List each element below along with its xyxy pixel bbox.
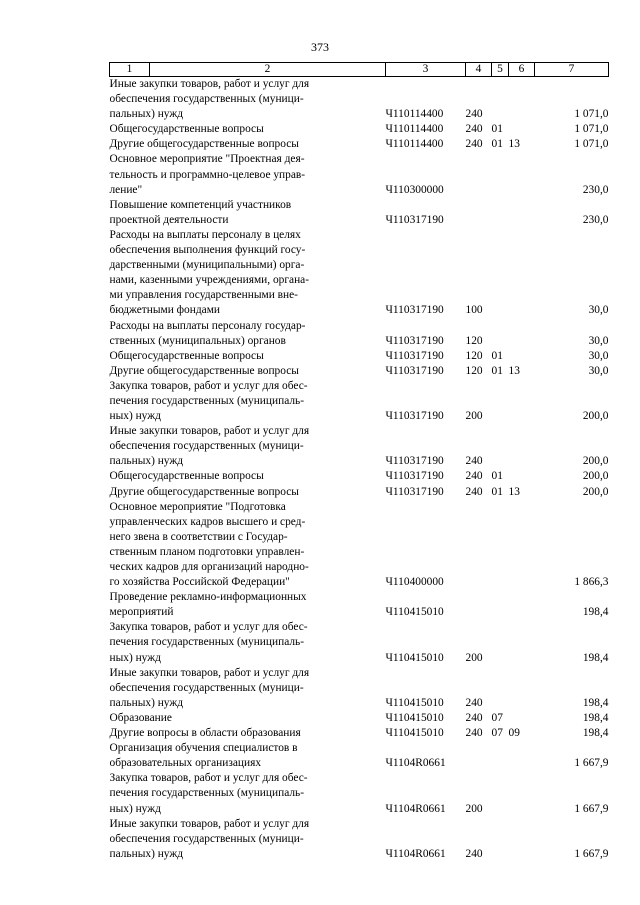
row-rz: 01 <box>491 349 503 362</box>
table-row <box>110 424 609 469</box>
row-vr: 240 <box>465 727 483 740</box>
table-row <box>110 817 609 862</box>
row-sum: 200,0 <box>582 410 609 423</box>
row-name-line: пальных) нужд <box>109 847 184 860</box>
row-name <box>110 152 386 197</box>
row-sum: 1 071,0 <box>574 123 609 136</box>
row-vr: 240 <box>465 485 483 498</box>
row-name-line: мероприятий <box>109 606 174 619</box>
row-sum: 1 667,9 <box>574 802 609 815</box>
table-row <box>110 319 609 349</box>
row-name <box>110 364 386 379</box>
row-name-line: ческих кадров для организаций народно- <box>109 561 309 573</box>
row-name-line: печения государственных (муниципаль- <box>109 787 305 800</box>
row-sum: 200,0 <box>582 470 609 483</box>
row-name-line: Общегосударственные вопросы <box>109 470 264 483</box>
row-name-line: Основное мероприятие "Подготовка <box>109 500 286 513</box>
row-pr <box>509 590 535 620</box>
row-pr: 13 <box>508 364 520 377</box>
table-row <box>110 500 609 591</box>
row-name-line: печения государственных (муниципаль- <box>109 394 305 407</box>
row-name <box>110 77 386 123</box>
table-row <box>110 77 609 123</box>
row-name-line: Повышение компетенций участников <box>109 198 292 211</box>
row-pr <box>509 379 535 424</box>
row-vr: 120 <box>465 334 483 347</box>
row-name-line: Иные закупки товаров, работ и услуг для <box>109 817 310 830</box>
row-sum: 1 071,0 <box>574 108 609 121</box>
row-sum: 198,4 <box>582 696 609 709</box>
row-vr: 240 <box>465 108 483 121</box>
row-name-line: Другие вопросы в области образования <box>109 727 301 740</box>
row-name-line: пальных) нужд <box>109 696 184 709</box>
row-name <box>110 469 386 484</box>
row-vr: 240 <box>465 455 483 468</box>
row-vr: 240 <box>465 711 483 724</box>
column-header: 7 <box>535 63 609 77</box>
row-vr: 200 <box>465 651 483 664</box>
row-name-line: него звена в соответствии с Государ- <box>109 530 288 543</box>
row-sum: 1 071,0 <box>574 138 609 151</box>
row-name <box>110 319 386 349</box>
page-number: 373 <box>311 40 329 54</box>
row-pr <box>509 228 535 319</box>
row-sum: 30,0 <box>588 304 609 317</box>
row-name <box>110 349 386 364</box>
row-rz <box>492 77 509 123</box>
row-name-line: управленческих кадров высшего и сред- <box>109 515 306 528</box>
row-rz: 01 <box>491 123 503 136</box>
row-sum: 198,4 <box>582 711 609 724</box>
row-name <box>110 817 386 862</box>
table-row <box>110 741 609 771</box>
row-name-line: Образование <box>109 711 172 724</box>
row-vr <box>466 741 492 771</box>
row-name-line: Другие общегосударственные вопросы <box>109 138 299 151</box>
column-header: 2 <box>150 63 386 77</box>
row-vr: 240 <box>465 123 483 136</box>
row-pr <box>509 666 535 711</box>
table-body <box>110 77 609 862</box>
table-row <box>110 469 609 484</box>
row-pr <box>509 711 535 726</box>
row-name-line: Проведение рекламно-информационных <box>109 591 307 604</box>
row-name <box>110 771 386 816</box>
row-rz: 01 <box>491 138 503 151</box>
row-vr <box>466 152 492 197</box>
row-name <box>110 198 386 228</box>
row-rz: 01 <box>491 470 503 483</box>
row-name-line: ми управления государственными вне- <box>109 289 298 302</box>
row-name-line: обеспечения государственных (муници- <box>109 832 304 845</box>
row-name-line: обеспечения выполнения функций госу- <box>109 244 306 257</box>
row-code: Ч1104R0661 <box>385 757 446 770</box>
row-code: Ч110415010 <box>385 606 444 619</box>
row-name-line: Общегосударственные вопросы <box>109 123 264 136</box>
row-code: Ч110300000 <box>385 183 444 196</box>
column-header: 6 <box>509 63 535 77</box>
row-code: Ч110317190 <box>385 470 444 483</box>
row-name-line: Другие общегосударственные вопросы <box>109 364 299 377</box>
row-name-line: образовательных организациях <box>109 757 262 770</box>
table-row <box>110 726 609 741</box>
row-name-line: Закупка товаров, работ и услуг для обес- <box>109 379 308 392</box>
row-name <box>110 726 386 741</box>
row-name-line: обеспечения государственных (муници- <box>109 93 304 106</box>
row-pr <box>509 424 535 469</box>
row-name-line: Другие общегосударственные вопросы <box>109 485 299 498</box>
budget-table <box>109 62 609 862</box>
row-name-line: проектной деятельности <box>109 213 229 226</box>
table-row <box>110 771 609 816</box>
row-name <box>110 741 386 771</box>
row-vr: 120 <box>465 364 483 377</box>
row-name-line: Основное мероприятие "Проектная дея- <box>109 153 305 166</box>
row-name-line: Расходы на выплаты персоналу государ- <box>109 319 306 332</box>
row-name-line: бюджетными фондами <box>109 304 221 317</box>
row-sum: 198,4 <box>582 727 609 740</box>
row-code: Ч110114400 <box>385 108 444 121</box>
table-row <box>110 228 609 319</box>
row-sum: 1 866,3 <box>574 576 609 589</box>
row-pr <box>509 817 535 862</box>
row-name <box>110 485 386 500</box>
row-code: Ч110317190 <box>385 304 444 317</box>
row-rz <box>492 152 509 197</box>
table-row <box>110 620 609 665</box>
row-pr <box>509 152 535 197</box>
row-pr <box>509 198 535 228</box>
row-name <box>110 424 386 469</box>
row-code: Ч110415010 <box>385 696 444 709</box>
row-pr <box>509 77 535 123</box>
table-row <box>110 666 609 711</box>
table-row <box>110 711 609 726</box>
row-name-line: го хозяйства Российской Федерации" <box>109 576 290 589</box>
row-code: Ч110317190 <box>385 455 444 468</box>
row-pr <box>509 122 535 137</box>
row-sum: 1 667,9 <box>574 757 609 770</box>
row-vr: 240 <box>465 696 483 709</box>
table-row <box>110 364 609 379</box>
row-name-line: Иные закупки товаров, работ и услуг для <box>109 666 310 679</box>
row-name-line: обеспечения государственных (муници- <box>109 440 304 453</box>
row-sum: 30,0 <box>588 334 609 347</box>
row-pr <box>509 319 535 349</box>
row-name-line: Иные закупки товаров, работ и услуг для <box>109 78 310 90</box>
row-code: Ч1104R0661 <box>385 802 446 815</box>
row-name-line: Общегосударственные вопросы <box>109 349 264 362</box>
column-header: 5 <box>492 63 509 77</box>
row-sum: 30,0 <box>588 349 609 362</box>
row-code: Ч1104R0661 <box>385 847 446 860</box>
row-code: Ч110317190 <box>385 334 444 347</box>
row-name <box>110 500 386 591</box>
table-row <box>110 122 609 137</box>
row-name-line: Иные закупки товаров, работ и услуг для <box>109 425 310 438</box>
row-rz: 01 <box>491 364 503 377</box>
row-code: Ч110415010 <box>385 711 444 724</box>
row-code: Ч110400000 <box>385 576 444 589</box>
row-name-line: дарственными (муниципальными) орга- <box>109 259 305 272</box>
row-name-line: Расходы на выплаты персоналу в целях <box>109 228 301 241</box>
row-rz <box>492 198 509 228</box>
row-name-line: ных) нужд <box>109 651 161 664</box>
row-name-line: тельность и программно-целевое управ- <box>109 168 306 181</box>
row-sum: 230,0 <box>582 213 609 226</box>
row-rz <box>492 379 509 424</box>
row-pr <box>509 349 535 364</box>
row-pr <box>509 771 535 816</box>
row-vr: 240 <box>465 847 483 860</box>
row-name <box>110 228 386 319</box>
table-header-row <box>110 63 609 77</box>
row-pr: 13 <box>508 485 520 498</box>
row-name <box>110 620 386 665</box>
row-rz: 07 <box>491 711 503 724</box>
row-name <box>110 122 386 137</box>
row-pr <box>509 500 535 591</box>
row-code: Ч110415010 <box>385 651 444 664</box>
row-vr: 100 <box>465 304 483 317</box>
table-row <box>110 590 609 620</box>
row-name-line: Закупка товаров, работ и услуг для обес- <box>109 772 308 785</box>
row-sum: 198,4 <box>582 651 609 664</box>
row-sum: 230,0 <box>582 183 609 196</box>
row-vr: 120 <box>465 349 483 362</box>
row-code: Ч110415010 <box>385 727 444 740</box>
column-header: 4 <box>466 63 492 77</box>
row-rz <box>492 771 509 816</box>
row-vr <box>466 590 492 620</box>
row-name <box>110 711 386 726</box>
row-code: Ч110114400 <box>385 138 444 151</box>
row-vr: 200 <box>465 410 483 423</box>
row-sum: 1 667,9 <box>574 847 609 860</box>
row-rz <box>492 424 509 469</box>
row-vr: 240 <box>465 470 483 483</box>
row-rz: 07 <box>491 727 503 740</box>
row-pr <box>509 741 535 771</box>
row-name-line: Закупка товаров, работ и услуг для обес- <box>109 621 308 634</box>
row-name <box>110 590 386 620</box>
row-name-line: ственным планом подготовки управлен- <box>109 545 305 558</box>
row-code: Ч110114400 <box>385 123 444 136</box>
row-code: Ч110317190 <box>385 410 444 423</box>
row-name-line: ственных (муниципальных) органов <box>109 334 286 347</box>
row-pr: 09 <box>508 727 520 740</box>
table-row <box>110 485 609 500</box>
row-rz <box>492 817 509 862</box>
row-name <box>110 379 386 424</box>
row-vr: 240 <box>465 138 483 151</box>
row-name-line: Организация обучения специалистов в <box>109 742 298 755</box>
table-row <box>110 152 609 197</box>
row-name-line: ных) нужд <box>109 802 161 815</box>
row-name-line: печения государственных (муниципаль- <box>109 636 305 649</box>
column-header: 1 <box>110 63 150 77</box>
row-sum: 200,0 <box>582 455 609 468</box>
row-pr <box>509 469 535 484</box>
row-vr <box>466 500 492 591</box>
row-vr: 200 <box>465 802 483 815</box>
row-code: Ч110317190 <box>385 213 444 226</box>
row-name <box>110 666 386 711</box>
table-row <box>110 198 609 228</box>
row-code: Ч110317190 <box>385 485 444 498</box>
row-rz <box>492 590 509 620</box>
row-name-line: пальных) нужд <box>109 455 184 468</box>
row-rz: 01 <box>491 485 503 498</box>
row-name-line: обеспечения государственных (муници- <box>109 681 304 694</box>
row-code: Ч110317190 <box>385 364 444 377</box>
row-pr: 13 <box>508 138 520 151</box>
row-rz <box>492 500 509 591</box>
row-rz <box>492 666 509 711</box>
row-name-line: пальных) нужд <box>109 108 184 121</box>
row-rz <box>492 741 509 771</box>
column-header: 3 <box>386 63 466 77</box>
row-sum: 198,4 <box>582 606 609 619</box>
row-sum: 30,0 <box>588 364 609 377</box>
row-code: Ч110317190 <box>385 349 444 362</box>
row-sum: 200,0 <box>582 485 609 498</box>
row-name-line: ных) нужд <box>109 410 161 423</box>
table-row <box>110 349 609 364</box>
row-rz <box>492 620 509 665</box>
row-name-line: нами, казенными учреждениями, органа- <box>109 274 310 287</box>
row-name <box>110 137 386 152</box>
row-rz <box>492 319 509 349</box>
row-name-line: ление" <box>109 183 143 196</box>
table-row <box>110 379 609 424</box>
row-rz <box>492 228 509 319</box>
row-pr <box>509 620 535 665</box>
table-row <box>110 137 609 152</box>
row-vr <box>466 198 492 228</box>
